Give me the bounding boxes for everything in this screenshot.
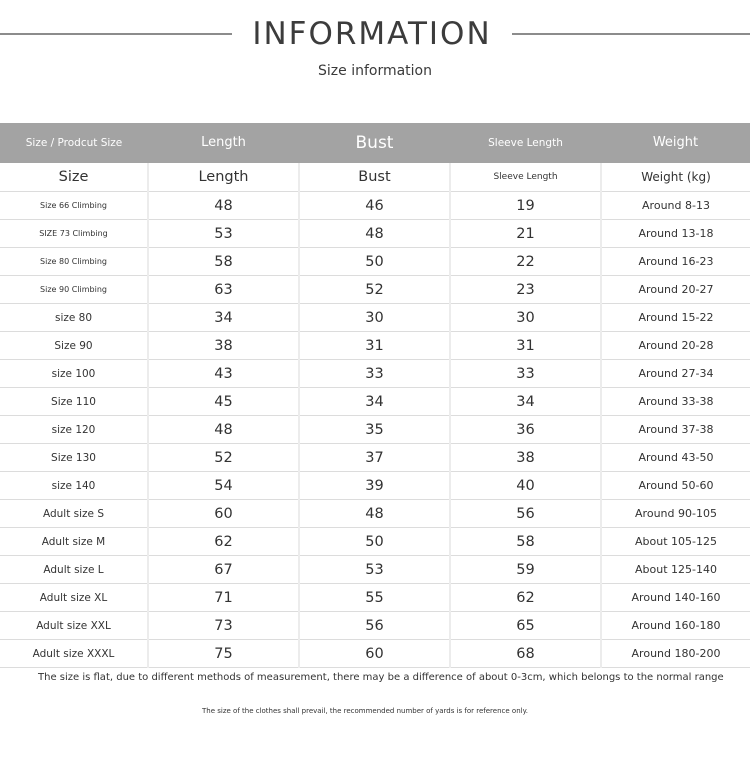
subheader-weight: Weight (kg)	[601, 163, 750, 192]
length-cell: 62	[148, 528, 299, 556]
size-cell: Size 90	[0, 332, 148, 360]
header-weight: Weight	[652, 135, 699, 150]
sleeve-length-cell: 31	[450, 332, 601, 360]
table-row	[0, 388, 750, 416]
sleeve-length-cell: 23	[450, 276, 601, 304]
size-cell: Adult size L	[0, 556, 148, 584]
title-rule-left	[0, 33, 232, 35]
weight-cell: Around 43-50	[601, 444, 750, 472]
length-cell: 48	[148, 192, 299, 220]
page-title: INFORMATION	[252, 16, 492, 52]
size-cell: Adult size XXXL	[0, 640, 148, 668]
weight-cell: Around 160-180	[601, 612, 750, 640]
measurement-note: The size is flat, due to different methods of measurement, there may be a difference of about 0-3cm, which belongs to the normal range	[38, 672, 724, 683]
header-bust: Bust	[355, 133, 394, 153]
weight-cell: Around 20-28	[601, 332, 750, 360]
sleeve-length-cell: 33	[450, 360, 601, 388]
length-cell: 71	[148, 584, 299, 612]
bust-cell: 34	[299, 388, 450, 416]
size-cell: SIZE 73 Climbing	[0, 220, 148, 248]
size-cell: size 140	[0, 472, 148, 500]
table-row	[0, 332, 750, 360]
table-subheader-row	[0, 163, 750, 192]
length-cell: 67	[148, 556, 299, 584]
weight-cell: Around 140-160	[601, 584, 750, 612]
table-row	[0, 640, 750, 668]
subheader-sleeve-length: Sleeve Length	[450, 163, 601, 192]
size-cell: Size 130	[0, 444, 148, 472]
size-cell: Adult size XL	[0, 584, 148, 612]
size-cell: Size 80 Climbing	[0, 248, 148, 276]
size-cell: Adult size XXL	[0, 612, 148, 640]
subheader-bust: Bust	[299, 163, 450, 192]
length-cell: 58	[148, 248, 299, 276]
length-cell: 45	[148, 388, 299, 416]
header	[0, 0, 750, 110]
length-cell: 60	[148, 500, 299, 528]
size-cell: size 120	[0, 416, 148, 444]
table-row	[0, 276, 750, 304]
bust-cell: 55	[299, 584, 450, 612]
bust-cell: 52	[299, 276, 450, 304]
header-size: Size / Prodcut Size	[25, 137, 123, 149]
table-row	[0, 360, 750, 388]
subheader-size: Size	[0, 163, 148, 192]
reference-note: The size of the clothes shall prevail, the recommended number of yards is for reference only.	[202, 707, 528, 715]
length-cell: 52	[148, 444, 299, 472]
table-row	[0, 528, 750, 556]
table-row	[0, 612, 750, 640]
weight-cell: Around 16-23	[601, 248, 750, 276]
length-cell: 43	[148, 360, 299, 388]
weight-cell: About 125-140	[601, 556, 750, 584]
weight-cell: Around 33-38	[601, 388, 750, 416]
header-sleeve-length: Sleeve Length	[488, 137, 563, 149]
subheader-length: Length	[148, 163, 299, 192]
size-cell: size 80	[0, 304, 148, 332]
length-cell: 73	[148, 612, 299, 640]
length-cell: 53	[148, 220, 299, 248]
weight-cell: About 105-125	[601, 528, 750, 556]
weight-cell: Around 37-38	[601, 416, 750, 444]
bust-cell: 50	[299, 248, 450, 276]
length-cell: 48	[148, 416, 299, 444]
bust-cell: 50	[299, 528, 450, 556]
bust-cell: 56	[299, 612, 450, 640]
sleeve-length-cell: 56	[450, 500, 601, 528]
table-row	[0, 220, 750, 248]
weight-cell: Around 15-22	[601, 304, 750, 332]
table-row	[0, 192, 750, 220]
table-row	[0, 584, 750, 612]
bust-cell: 48	[299, 220, 450, 248]
header-length: Length	[201, 135, 246, 150]
page-subtitle: Size information	[318, 63, 432, 79]
sleeve-length-cell: 68	[450, 640, 601, 668]
length-cell: 63	[148, 276, 299, 304]
length-cell: 34	[148, 304, 299, 332]
sleeve-length-cell: 62	[450, 584, 601, 612]
length-cell: 38	[148, 332, 299, 360]
sleeve-length-cell: 19	[450, 192, 601, 220]
length-cell: 75	[148, 640, 299, 668]
size-cell: Size 66 Climbing	[0, 192, 148, 220]
table-row	[0, 444, 750, 472]
bust-cell: 33	[299, 360, 450, 388]
size-cell: Size 110	[0, 388, 148, 416]
title-rule-right	[512, 33, 750, 35]
sleeve-length-cell: 21	[450, 220, 601, 248]
size-cell: Adult size S	[0, 500, 148, 528]
bust-cell: 53	[299, 556, 450, 584]
sleeve-length-cell: 58	[450, 528, 601, 556]
size-cell: size 100	[0, 360, 148, 388]
sleeve-length-cell: 59	[450, 556, 601, 584]
weight-cell: Around 180-200	[601, 640, 750, 668]
weight-cell: Around 27-34	[601, 360, 750, 388]
bust-cell: 46	[299, 192, 450, 220]
sleeve-length-cell: 34	[450, 388, 601, 416]
sleeve-length-cell: 38	[450, 444, 601, 472]
weight-cell: Around 90-105	[601, 500, 750, 528]
weight-cell: Around 13-18	[601, 220, 750, 248]
table-row	[0, 304, 750, 332]
table-row	[0, 500, 750, 528]
sleeve-length-cell: 30	[450, 304, 601, 332]
sleeve-length-cell: 22	[450, 248, 601, 276]
length-cell: 54	[148, 472, 299, 500]
table-row	[0, 248, 750, 276]
sleeve-length-cell: 40	[450, 472, 601, 500]
sleeve-length-cell: 65	[450, 612, 601, 640]
bust-cell: 31	[299, 332, 450, 360]
table-row	[0, 556, 750, 584]
sleeve-length-cell: 36	[450, 416, 601, 444]
weight-cell: Around 20-27	[601, 276, 750, 304]
size-cell: Size 90 Climbing	[0, 276, 148, 304]
bust-cell: 37	[299, 444, 450, 472]
bust-cell: 60	[299, 640, 450, 668]
bust-cell: 35	[299, 416, 450, 444]
size-cell: Adult size M	[0, 528, 148, 556]
table-header-row	[0, 123, 750, 163]
bust-cell: 39	[299, 472, 450, 500]
weight-cell: Around 8-13	[601, 192, 750, 220]
table-row	[0, 472, 750, 500]
bust-cell: 48	[299, 500, 450, 528]
weight-cell: Around 50-60	[601, 472, 750, 500]
table-row	[0, 416, 750, 444]
size-table	[0, 123, 750, 668]
bust-cell: 30	[299, 304, 450, 332]
